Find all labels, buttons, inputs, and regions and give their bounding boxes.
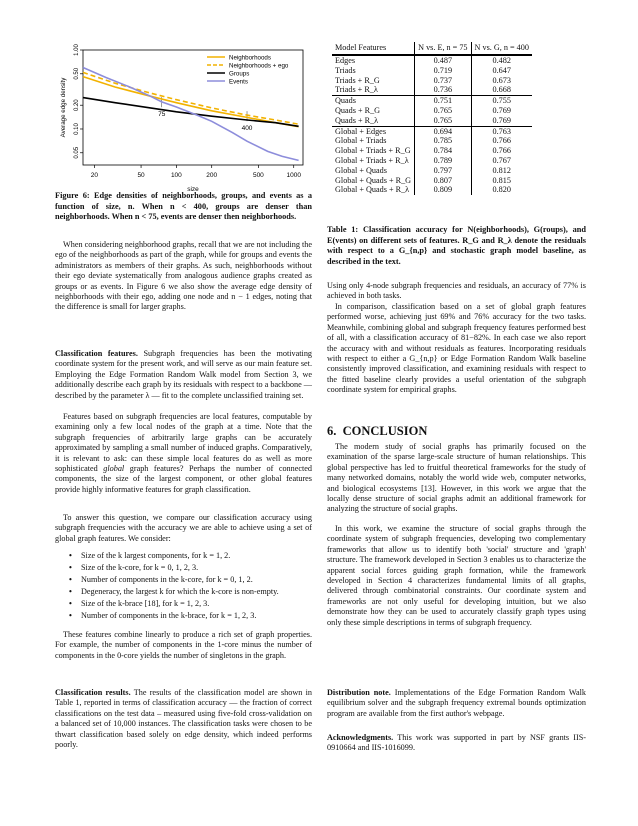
y-axis-label: Average edge density	[60, 77, 67, 138]
figure-6-caption	[55, 191, 312, 223]
x-tick-label: 200	[206, 172, 218, 179]
table-cell: 0.767	[471, 156, 532, 166]
heading-acknowledgments: Acknowledgments.	[327, 733, 394, 742]
table-cell: Triads	[335, 65, 356, 75]
section-title: CONCLUSION	[342, 424, 428, 438]
table-cell: 0.765	[415, 116, 471, 126]
table-cell: 0.751	[415, 96, 471, 106]
table-row	[332, 146, 532, 156]
table-cell: 0.668	[471, 85, 532, 95]
table-row	[332, 96, 532, 106]
table-row	[332, 166, 532, 176]
table-cell: Triads + R_λ	[335, 85, 378, 95]
local-features-text: Features based on subgraph frequencies are local features, computable by examining only a few local nodes of the graph at a time. Note that the subgraph frequencies of arbitrarily large graphs can be accurately approximated by sampling a small number of induced graphs. Comparatively, it is relevant to ask: can these simple local features do as well as more sophisticated	[55, 412, 312, 474]
heading-classification-features: Classification features.	[55, 349, 138, 358]
table-row	[332, 106, 532, 116]
table-cell: 0.719	[415, 66, 471, 76]
y-tick-label: 0.50	[74, 67, 80, 80]
table-1	[332, 42, 532, 195]
list-item: • Number of components in the k-core, for k = 0, 1, 2.	[69, 574, 312, 586]
features-text: Subgraph frequencies has been the motivating coordinate system for the present work, and will serve as our main feature set. Employing the Edge Formation Random Walk model from Section 3, we additionally describe each graph by its residuals with respect to a backbone — described by the parameter λ — fit to the complete unclassified training set.	[55, 349, 313, 400]
table-cell: 0.797	[415, 166, 471, 176]
paragraph-distribution-note	[327, 688, 586, 719]
table-header: N vs. E, n = 75	[415, 42, 471, 55]
table-row	[332, 126, 532, 136]
table-cell: 0.769	[471, 116, 532, 126]
legend-label: Events	[229, 78, 248, 86]
table-cell: 0.755	[471, 96, 532, 106]
table-cell: Global + Quads + R_λ	[335, 185, 410, 195]
paragraph-conclusion-2: In this work, we examine the structure of social graphs through the coordinate system of subgraph frequencies, developing two complementary frameworks that allow us to identify both 'social' structure and 'graph' structure. The framework developed in Section 3 enables us to characterize the apparent social forces guiding graph formation, while the framework developed in Section 4 characterizes fundamental limits of all graphs, delivered through combinatorial constraints. Our coordinate system and frameworks are not only useful for developing intuition, but we also demonstrate how they can be used to accurately classify graph types using only these simple descriptions in terms of subgraph frequency.	[327, 524, 586, 627]
table-row	[332, 156, 532, 166]
x-tick-label: 20	[90, 172, 98, 179]
paragraph-neighborhood-ego: When considering neighborhood graphs, recall that we are not including the ego of the neighborhoods as part of the graph, while for groups and events the administrators as members of their graphs. As such, neighborhoods without their ego deviate systematically from analogous audience graphs created as groups or as events. In Figure 6 we also show the average edge density of neighborhoods with their ego, adding one node and n − 1 edges, noting that the difference is small for larger graphs.	[55, 240, 312, 312]
x-tick-label: 100	[170, 172, 182, 179]
table-cell: 0.815	[471, 176, 532, 186]
heading-classification-results: Classification results.	[55, 688, 131, 697]
y-tick-label: 0.05	[74, 146, 80, 159]
table-row	[332, 116, 532, 126]
table-row	[332, 85, 532, 95]
table-cell: 0.763	[471, 126, 532, 136]
figure-6-label: Figure 6:	[55, 191, 90, 200]
table-cell: 0.809	[415, 185, 471, 195]
table-cell: 0.784	[415, 146, 471, 156]
table-cell: Global + Edges	[332, 126, 415, 136]
local-features-text-end: graph features? Perhaps the number of connected components, the size of the largest component, or other global features provide highly informative features for graph classification.	[55, 464, 313, 494]
table-cell: 0.766	[471, 136, 532, 146]
table-cell: 0.807	[415, 176, 471, 186]
table-1-caption	[327, 225, 586, 267]
y-tick-label: 0.10	[74, 123, 80, 135]
table-cell: Triads + R_G	[335, 75, 380, 85]
paragraph-results	[55, 688, 312, 750]
results-text: The results of the classification model are shown in Table 1, reported in terms of classification accuracy — the fraction of correct classifications on the test data – measured using five-fold cross-validation on a balanced set of 10,000 instances. The classification tasks were chosen to be thwart classification based solely on edge density, which indeed performs poorly.	[55, 688, 312, 750]
paragraph-combine: These features combine linearly to produce a rich set of graph properties. For example, the number of components in the 1-core minus the number of components in the 0-core yields the number of singletons in the graph.	[55, 630, 312, 660]
series-line	[83, 72, 299, 124]
global-features-list	[69, 550, 312, 622]
table-row	[332, 176, 532, 186]
crossover-label: 400	[241, 125, 253, 133]
legend-label: Neighborhoods	[229, 54, 271, 62]
list-item: • Number of components in the k-brace, for k = 1, 2, 3.	[69, 610, 312, 622]
section-heading-conclusion	[327, 424, 427, 439]
table-cell: Global + Triads + R_λ	[335, 155, 409, 165]
table-cell: Global + Quads + R_G	[335, 175, 412, 185]
table-row	[332, 55, 532, 66]
distribution-text: Implementations of the Edge Formation Random Walk equilibrium solver and the subgraph frequency extremal bounds optimization program are available from the first author's webpage.	[327, 688, 586, 718]
heading-distribution-note: Distribution note.	[327, 688, 391, 697]
y-tick-label: 0.20	[74, 99, 80, 112]
y-tick-label: 1.00	[74, 44, 80, 56]
table-row	[332, 136, 532, 146]
table-cell: 0.789	[415, 156, 471, 166]
table-cell: Edges	[332, 55, 415, 66]
table-header: Model Features	[335, 43, 387, 53]
x-tick-label: 50	[137, 172, 145, 179]
table-cell: 0.736	[415, 85, 471, 95]
table-cell: 0.820	[471, 185, 532, 195]
x-tick-label: 1000	[286, 172, 301, 179]
table-cell: 0.737	[415, 76, 471, 86]
emphasis-global: global	[103, 464, 125, 474]
x-tick-label: 500	[252, 172, 264, 179]
table-cell: Quads + R_G	[335, 105, 381, 115]
table-header-row	[332, 42, 532, 55]
table-cell: 0.765	[415, 106, 471, 116]
table-1-caption-text: Classification accuracy for N(eighborhoods), G(roups), and E(vents) on different sets of features. R_G and R_λ denote the residuals with respect to a G_{n,p} and stochastic graph model baseline, as described in the text.	[327, 225, 587, 266]
table-cell: 0.769	[471, 106, 532, 116]
table-1-label: Table 1:	[327, 225, 359, 234]
crossover-label: 75	[158, 111, 166, 119]
table-cell: Global + Triads + R_G	[335, 146, 411, 156]
paragraph-accuracy: Using only 4-node subgraph frequencies and residuals, an accuracy of 77% is achieved in both tasks.	[327, 281, 586, 301]
paragraph-comparison: In comparison, classification based on a set of global graph features performed worse, achieving just 69% and 76% accuracy for the two tasks. Meanwhile, combining global and subgraph frequency features performed best of all, with a classification accuracy of 81−82%. In each case we also report the accuracy with and without residuals as features. Incorporating residuals with respect to either a G_{n,p} or Edge Formation Random Walk baseline consistently improved classification, and examining residuals with respect to the fitted baseline clearly provides a useful orientation of the subgraph coordinate system for empirical graphs.	[327, 302, 586, 395]
table-cell: Global + Triads	[335, 136, 387, 146]
table-row	[332, 66, 532, 76]
table-cell: 0.673	[471, 76, 532, 86]
table-cell: 0.766	[471, 146, 532, 156]
table-cell: 0.812	[471, 166, 532, 176]
section-number: 6.	[327, 424, 337, 438]
table-cell: Global + Quads	[335, 165, 387, 175]
paragraph-acknowledgments	[327, 733, 586, 754]
list-item: • Degeneracy, the largest k for which the k-core is non-empty.	[69, 586, 312, 598]
figure-6-caption-text: Edge densities of neighborhoods, groups, and events as a function of size, n. When n < 400, groups are denser than neighborhoods. When n < 75, events are denser then neighborhoods.	[55, 191, 312, 222]
paragraph-features	[55, 349, 312, 401]
table-cell: 0.785	[415, 136, 471, 146]
table-cell: Quads + R_λ	[335, 115, 379, 125]
table-cell: Quads	[332, 96, 415, 106]
paragraph-conclusion-1: The modern study of social graphs has primarily focused on the examination of the sparse large-scale structure of human relationships. This global perspective has led to fruitful theoretical frameworks for the study of many networked domains, notably the world wide web, computer networks, and biological ecosystems [13]. However, in this work we argue that the locally dense structure of social graphs admit an additional framework for analyzing the structure of social graphs.	[327, 442, 586, 514]
paragraph-local-features	[55, 412, 312, 495]
table-cell: 0.647	[471, 66, 532, 76]
table-row	[332, 185, 532, 195]
legend-label: Neighborhoods + ego	[229, 62, 289, 70]
legend-label: Groups	[229, 70, 250, 78]
list-item: • Size of the k-brace [18], for k = 1, 2, 3.	[69, 598, 312, 610]
list-item: • Size of the k largest components, for k = 1, 2.	[69, 550, 312, 562]
table-row	[332, 76, 532, 86]
acknowledgments-text: This work was supported in part by NSF grants IIS-0910664 and IIS-1016099.	[327, 733, 587, 753]
table-cell: 0.487	[415, 55, 471, 66]
list-item: • Size of the k-core, for k = 0, 1, 2, 3.	[69, 562, 312, 574]
table-cell: 0.694	[415, 126, 471, 136]
paragraph-compare: To answer this question, we compare our classification accuracy using subgraph frequencies with the accuracy we are able to achieve using a set of global graph features. We consider:	[55, 513, 312, 543]
x-axis-label: size	[187, 186, 199, 193]
table-cell: 0.482	[471, 55, 532, 66]
table-header: N vs. G, n = 400	[471, 42, 532, 55]
